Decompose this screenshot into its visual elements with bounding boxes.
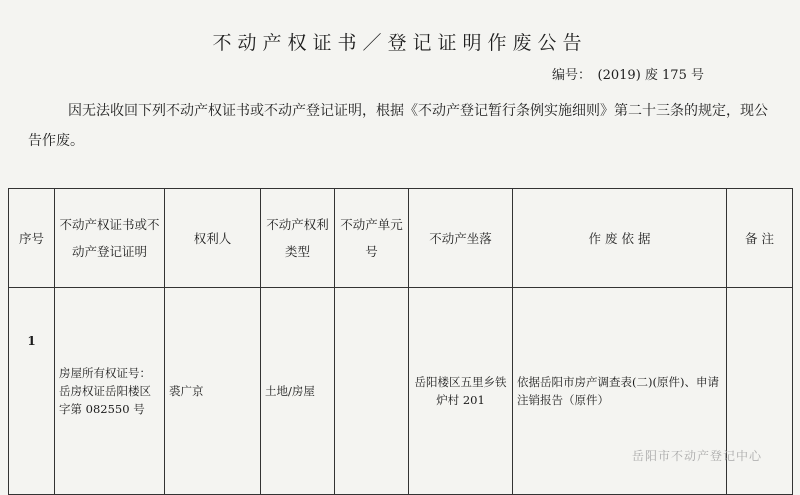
header-right-type: 不动产权利类型 <box>261 189 335 288</box>
cell-basis: 依据岳阳市房产调查表(二)(原件)、申请注销报告（原件） <box>513 288 727 495</box>
header-remarks: 备 注 <box>727 189 793 288</box>
document-title: 不动产权证书／登记证明作废公告 <box>212 32 588 54</box>
cell-certificate: 房屋所有权证号：岳房权证岳阳楼区字第 082550 号 <box>55 288 165 495</box>
document-number: 编号： (2019) 废 175 号 <box>552 68 704 83</box>
cell-unit-no <box>335 288 409 495</box>
cell-owner: 裘广京 <box>165 288 261 495</box>
cell-location: 岳阳楼区五里乡铁炉村 201 <box>409 288 513 495</box>
header-certificate: 不动产权证书或不动产登记证明 <box>55 189 165 288</box>
cell-right-type: 土地/房屋 <box>261 288 335 495</box>
issuer-stamp: 岳阳市不动产登记中心 <box>631 449 762 463</box>
header-location: 不动产坐落 <box>409 189 513 288</box>
header-seq: 序号 <box>9 189 55 288</box>
header-owner: 权利人 <box>165 189 261 288</box>
header-basis: 作 废 依 据 <box>513 189 727 288</box>
cell-seq: 1 <box>9 288 55 495</box>
header-unit-no: 不动产单元号 <box>335 189 409 288</box>
notice-paragraph: 因无法收回下列不动产权证书或不动产登记证明，根据《不动产登记暂行条例实施细则》第二十三条的规定，现公告作废。 <box>28 103 768 149</box>
table-header-row <box>9 189 793 288</box>
